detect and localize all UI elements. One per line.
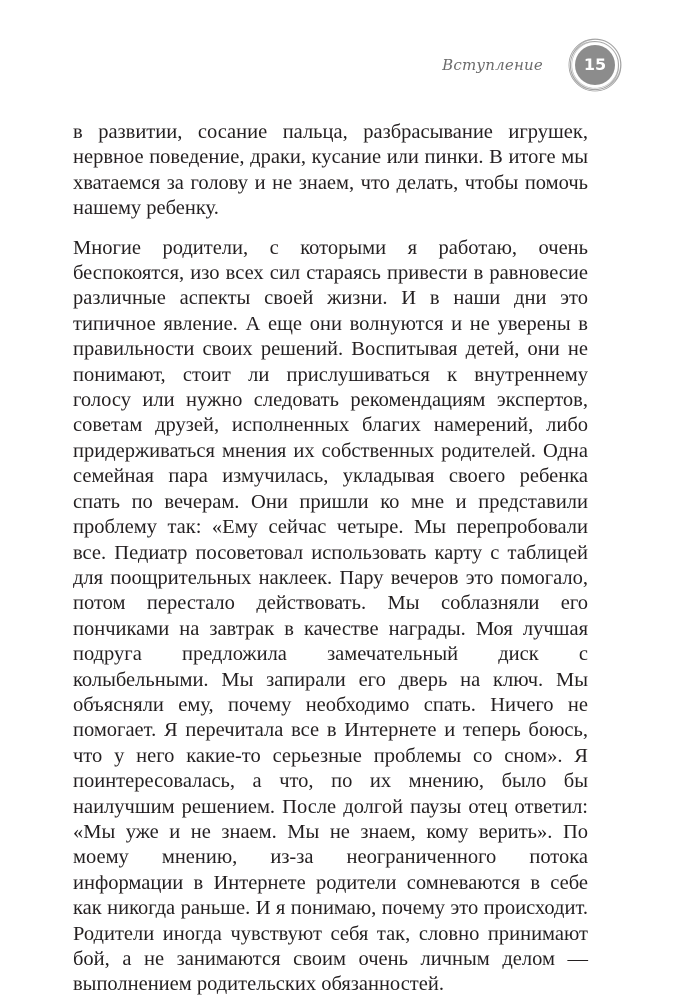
paragraph: в развитии, сосание пальца, разбрасывание игрушек, нервное поведение, драки, кусание или пинки. В итоге мы хватаемся за голову и не знаем, что делать, чтобы помочь нашему ребенку. bbox=[73, 121, 588, 220]
paragraph: Многие родители, с которыми я работаю, очень беспокоятся, изо всех сил стараясь привести в равновесие различные аспекты своей жизни. И в наши дни это типичное явление. А еще они волнуются и не уверены в правильности своих решений. Воспитывая детей, они не понимают, стоит ли прислушиваться к внутреннему голосу или нужно следовать рекомендациям экспертов, советам друзей, исполненных благих намерений, либо придерживаться мнения их собственных родителей. Одна семейная пара измучилась, укладывая своего ребенка спать по вечерам. Они пришли ко мне и представили проблему так: «Ему сейчас четыре. Мы перепробовали все. Педиатр посоветовал использовать карту с таблицей для поощрительных наклеек. Пару вечеров это помогало, потом перестало действовать. Мы соблазняли его пончиками на завтрак в качестве награды. Моя лучшая подруга предложила замечательный диск с колыбельными. Мы запирали его дверь на ключ. Мы объясняли ему, почему необходимо спать. Ничего не помогает. Я перечитала все в Интернете и теперь боюсь, что у него какие-то серьезные проблемы со сном». Я поинтересовалась, а что, по их мнению, было бы наилучшим решением. После долгой паузы отец ответил: «Мы уже и не знаем. Мы не знаем, кому верить». По моему мнению, из-за неограниченного потока информации в Интернете родители сомневаются в себе как никогда раньше. И я понимаю, почему это происходит. Родители иногда чувствуют себя так, словно принимают бой, а не занимаются своим очень личным делом — выполнением родительских обязанностей. bbox=[73, 236, 588, 996]
section-title: Вступление bbox=[442, 56, 543, 74]
body-text bbox=[73, 120, 588, 998]
page-number-badge bbox=[567, 37, 623, 93]
page-number: 15 bbox=[583, 55, 607, 74]
running-header bbox=[442, 40, 623, 90]
